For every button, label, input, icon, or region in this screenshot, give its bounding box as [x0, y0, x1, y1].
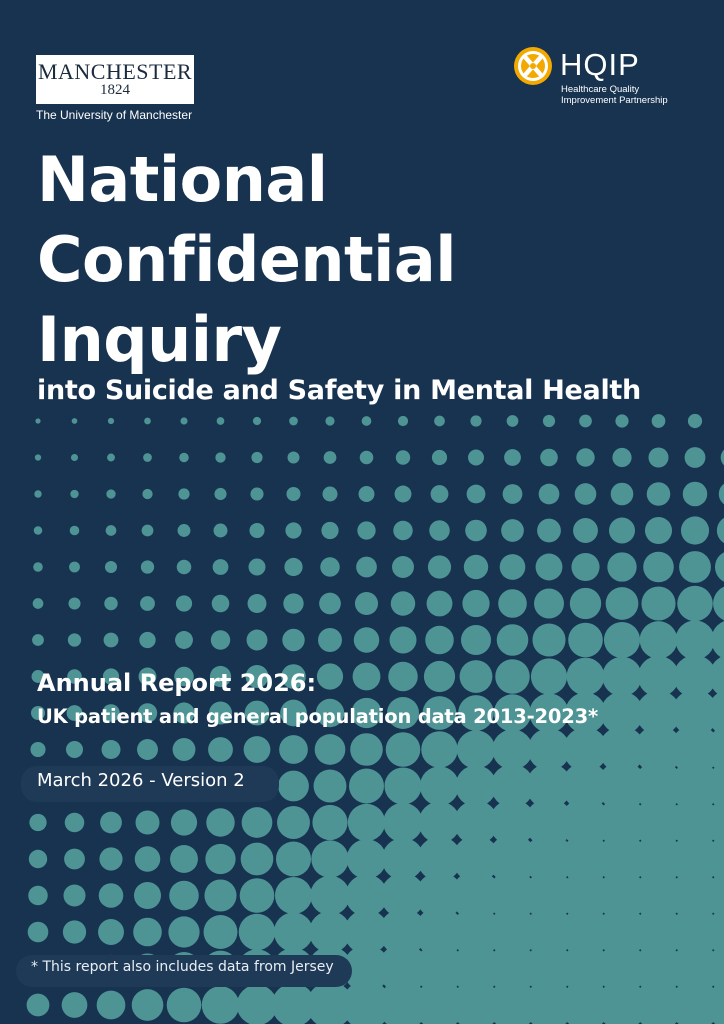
halftone-dot: [390, 627, 417, 654]
halftone-dot: [421, 731, 458, 768]
halftone-dot: [607, 552, 636, 581]
halftone-dot: [134, 882, 161, 909]
halftone-dot: [284, 558, 302, 576]
halftone-dot: [33, 562, 43, 572]
halftone-dot: [609, 518, 635, 544]
halftone-dot: [180, 417, 187, 424]
title-line-3: Inquiry: [37, 303, 282, 376]
halftone-dot: [383, 803, 423, 843]
halftone-dot: [461, 625, 491, 655]
halftone-dot: [98, 919, 124, 945]
halftone-dot: [212, 595, 230, 613]
halftone-dot: [570, 588, 601, 619]
halftone-dot: [648, 447, 668, 467]
halftone-dot: [713, 585, 724, 622]
halftone-dot: [214, 488, 226, 500]
halftone-dot: [355, 592, 378, 615]
halftone-dot: [178, 524, 191, 537]
halftone-dot: [286, 487, 300, 501]
halftone-dot: [70, 526, 80, 536]
halftone-dot: [66, 741, 83, 758]
halftone-dot: [312, 805, 347, 840]
halftone-dot: [495, 659, 530, 694]
halftone-dot: [283, 593, 303, 613]
halftone-dot: [536, 554, 563, 581]
halftone-dot: [175, 631, 193, 649]
hqip-tagline-line1: Healthcare Quality: [561, 84, 640, 95]
halftone-dot: [104, 597, 117, 610]
halftone-dot: [30, 742, 45, 757]
halftone-dot: [69, 562, 80, 573]
halftone-dot: [249, 523, 264, 538]
halftone-dot: [427, 591, 453, 617]
halftone-dot: [532, 623, 565, 656]
halftone-dot: [492, 729, 532, 769]
halftone-dot: [717, 516, 724, 545]
halftone-dot: [679, 551, 711, 583]
halftone-dot: [35, 418, 40, 423]
halftone-dot: [239, 914, 276, 951]
halftone-dot: [27, 994, 50, 1017]
halftone-dot: [540, 449, 558, 467]
halftone-dot: [396, 450, 410, 464]
halftone-dot: [325, 416, 334, 425]
page-title: [37, 140, 456, 380]
halftone-dot: [386, 732, 421, 767]
halftone-dot: [106, 525, 117, 536]
halftone-dot: [215, 452, 225, 462]
halftone-dot: [347, 839, 387, 879]
halftone-dot: [144, 418, 151, 425]
halftone-dot: [139, 632, 155, 648]
halftone-dot: [498, 589, 527, 618]
halftone-dot: [391, 591, 415, 615]
halftone-dot: [285, 522, 301, 538]
halftone-dot: [99, 847, 122, 870]
halftone-dot: [434, 416, 445, 427]
halftone-dot: [362, 416, 372, 426]
halftone-dot: [100, 812, 122, 834]
halftone-dot: [104, 633, 119, 648]
halftone-dot: [681, 516, 709, 544]
halftone-dot: [29, 814, 46, 831]
halftone-dot: [317, 663, 343, 689]
halftone-dot: [470, 415, 481, 426]
footnote: * This report also includes data from Jersey: [31, 959, 334, 975]
halftone-dot: [568, 623, 603, 658]
halftone-dot: [612, 448, 631, 467]
halftone-dot: [467, 485, 486, 504]
halftone-dot: [288, 452, 300, 464]
halftone-dot: [324, 451, 337, 464]
halftone-dot: [314, 770, 347, 803]
halftone-dot: [395, 486, 412, 503]
halftone-dot: [460, 660, 493, 693]
halftone-dot: [142, 525, 154, 537]
halftone-dot: [503, 484, 523, 504]
halftone-dot: [108, 418, 114, 424]
halftone-dot: [537, 519, 561, 543]
halftone-dot: [398, 416, 408, 426]
halftone-dot: [32, 634, 44, 646]
halftone-dot: [213, 559, 229, 575]
halftone-dot: [143, 453, 152, 462]
halftone-dot: [169, 881, 199, 911]
halftone-dot: [318, 628, 342, 652]
halftone-dot: [248, 594, 267, 613]
halftone-dot: [615, 414, 628, 427]
halftone-dot: [202, 986, 240, 1024]
halftone-dot: [107, 454, 115, 462]
halftone-dot: [28, 922, 49, 943]
halftone-dot: [428, 555, 451, 578]
halftone-dot: [170, 845, 198, 873]
manchester-wordmark: MANCHESTER: [37, 59, 193, 84]
halftone-dot: [167, 988, 202, 1023]
halftone-dot: [241, 843, 274, 876]
halftone-dot: [384, 767, 421, 804]
title-line-1: National: [37, 143, 328, 216]
halftone-dot: [354, 627, 379, 652]
report-title: Annual Report 2026:: [37, 669, 317, 697]
halftone-dot: [468, 450, 484, 466]
halftone-dot: [715, 550, 724, 583]
manchester-logo-caption: The University of Manchester: [36, 108, 193, 122]
halftone-dot: [685, 447, 706, 468]
halftone-dot: [63, 920, 86, 943]
halftone-dot: [105, 561, 117, 573]
halftone-dot: [321, 522, 338, 539]
halftone-dot: [29, 850, 47, 868]
halftone-dot: [575, 483, 597, 505]
halftone-dot: [64, 849, 85, 870]
halftone-dot: [282, 629, 304, 651]
halftone-dot: [675, 620, 714, 659]
halftone-dot: [643, 552, 674, 583]
halftone-dot: [534, 589, 564, 619]
halftone-dot: [356, 557, 377, 578]
halftone-dot: [244, 736, 271, 763]
halftone-dot: [711, 620, 724, 661]
halftone-dot: [504, 449, 521, 466]
halftone-dot: [501, 519, 524, 542]
halftone-dot: [425, 626, 454, 655]
halftone-dot: [274, 912, 313, 951]
halftone-dot: [178, 488, 189, 499]
halftone-dot: [359, 486, 375, 502]
halftone-dot: [204, 879, 236, 911]
halftone-dot: [645, 517, 672, 544]
halftone-dot: [465, 520, 487, 542]
halftone-dot: [424, 661, 455, 692]
halftone-dot: [677, 586, 713, 622]
halftone-dot: [97, 991, 126, 1020]
halftone-dot: [429, 520, 450, 541]
halftone-dot: [688, 414, 702, 428]
hqip-logo: [512, 45, 682, 115]
halftone-dot: [168, 916, 199, 947]
halftone-dot: [35, 454, 41, 460]
halftone-dot: [253, 417, 261, 425]
halftone-dot: [319, 593, 341, 615]
halftone-dot: [71, 454, 78, 461]
halftone-dot: [432, 450, 447, 465]
halftone-dot: [278, 771, 309, 802]
halftone-dot: [388, 662, 418, 692]
halftone-dot: [204, 915, 238, 949]
halftone-dot: [652, 414, 666, 428]
halftone-dot: [171, 809, 197, 835]
halftone-dot: [606, 587, 639, 620]
halftone-dot: [647, 482, 671, 506]
halftone-dot: [543, 415, 555, 427]
halftone-dot: [99, 883, 124, 908]
halftone-dot: [276, 841, 311, 876]
halftone-dot: [177, 560, 192, 575]
page-subtitle: into Suicide and Safety in Mental Health: [37, 375, 641, 406]
halftone-dot: [349, 769, 384, 804]
halftone-dot: [132, 989, 164, 1021]
halftone-dot: [142, 489, 152, 499]
halftone-dot: [135, 846, 161, 872]
halftone-dot: [323, 487, 338, 502]
halftone-dot: [179, 453, 189, 463]
halftone-dot: [102, 740, 121, 759]
halftone-dot: [68, 597, 80, 609]
university-of-manchester-logo: [36, 55, 194, 104]
halftone-dot: [357, 521, 375, 539]
halftone-dot: [249, 559, 266, 576]
halftone-dot: [392, 556, 414, 578]
title-line-2: Confidential: [37, 223, 457, 296]
halftone-dot: [106, 489, 115, 498]
report-subtitle: UK patient and general population data 2013-2023*: [37, 705, 598, 728]
halftone-dot: [237, 985, 277, 1024]
halftone-dot: [34, 490, 41, 497]
halftone-dot: [353, 663, 381, 691]
halftone-dot: [28, 886, 48, 906]
halftone-dot: [602, 657, 642, 697]
halftone-dot: [393, 521, 412, 540]
halftone-dot: [320, 557, 339, 576]
halftone-dot: [240, 878, 275, 913]
halftone-dot: [211, 630, 230, 649]
manchester-year: 1824: [100, 82, 130, 98]
halftone-dot: [133, 918, 162, 947]
halftone-dot: [214, 524, 228, 538]
halftone-dot: [141, 560, 154, 573]
halftone-dot: [176, 595, 192, 611]
halftone-dot: [462, 590, 489, 617]
hqip-emblem-icon: [512, 45, 554, 87]
halftone-dot: [72, 418, 78, 424]
halftone-dot: [315, 734, 346, 765]
halftone-dot: [576, 448, 594, 466]
halftone-dot: [63, 884, 85, 906]
halftone-dot: [360, 451, 374, 465]
halftone-dot: [206, 808, 234, 836]
halftone-dot: [455, 765, 496, 806]
halftone-dot: [420, 766, 459, 805]
halftone-dot: [579, 415, 592, 428]
halftone-dot: [500, 554, 526, 580]
halftone-dot: [567, 658, 605, 696]
halftone-dot: [247, 630, 268, 651]
halftone-dot: [289, 417, 298, 426]
halftone-dot: [33, 598, 44, 609]
halftone-dot: [279, 735, 308, 764]
hqip-name: HQIP: [560, 47, 640, 82]
halftone-dot: [431, 485, 449, 503]
halftone-dot: [242, 807, 273, 838]
halftone-dot: [507, 415, 519, 427]
halftone-dot: [348, 804, 385, 841]
halftone-dot: [497, 624, 529, 656]
hqip-tagline-line2: Improvement Partnership: [561, 95, 668, 106]
halftone-dot: [310, 876, 350, 916]
halftone-dot: [604, 622, 640, 658]
halftone-dot: [217, 417, 225, 425]
halftone-dot: [70, 490, 78, 498]
halftone-dot: [641, 586, 675, 620]
halftone-dot: [205, 844, 235, 874]
halftone-dot: [571, 553, 599, 581]
halftone-dot: [62, 992, 88, 1018]
halftone-dot: [208, 737, 233, 762]
halftone-dot: [311, 840, 348, 877]
halftone-dot: [173, 738, 196, 761]
report-date: March 2026 - Version 2: [37, 770, 245, 791]
halftone-dot: [464, 555, 488, 579]
halftone-dot: [34, 526, 43, 535]
halftone-dot: [350, 733, 383, 766]
halftone-dot: [611, 483, 634, 506]
halftone-dot: [683, 482, 708, 507]
halftone-dot: [573, 518, 598, 543]
halftone-dot: [251, 452, 262, 463]
halftone-dot: [68, 633, 81, 646]
halftone-dot: [539, 484, 560, 505]
halftone-dot: [136, 811, 160, 835]
halftone-dot: [137, 739, 158, 760]
halftone-dot: [277, 806, 310, 839]
halftone-dot: [640, 621, 678, 659]
halftone-dot: [275, 877, 312, 914]
halftone-dot: [531, 658, 567, 694]
halftone-dot: [65, 813, 85, 833]
halftone-dot: [457, 730, 495, 768]
halftone-dot: [140, 596, 155, 611]
halftone-dot: [719, 481, 724, 506]
halftone-dot: [250, 487, 263, 500]
